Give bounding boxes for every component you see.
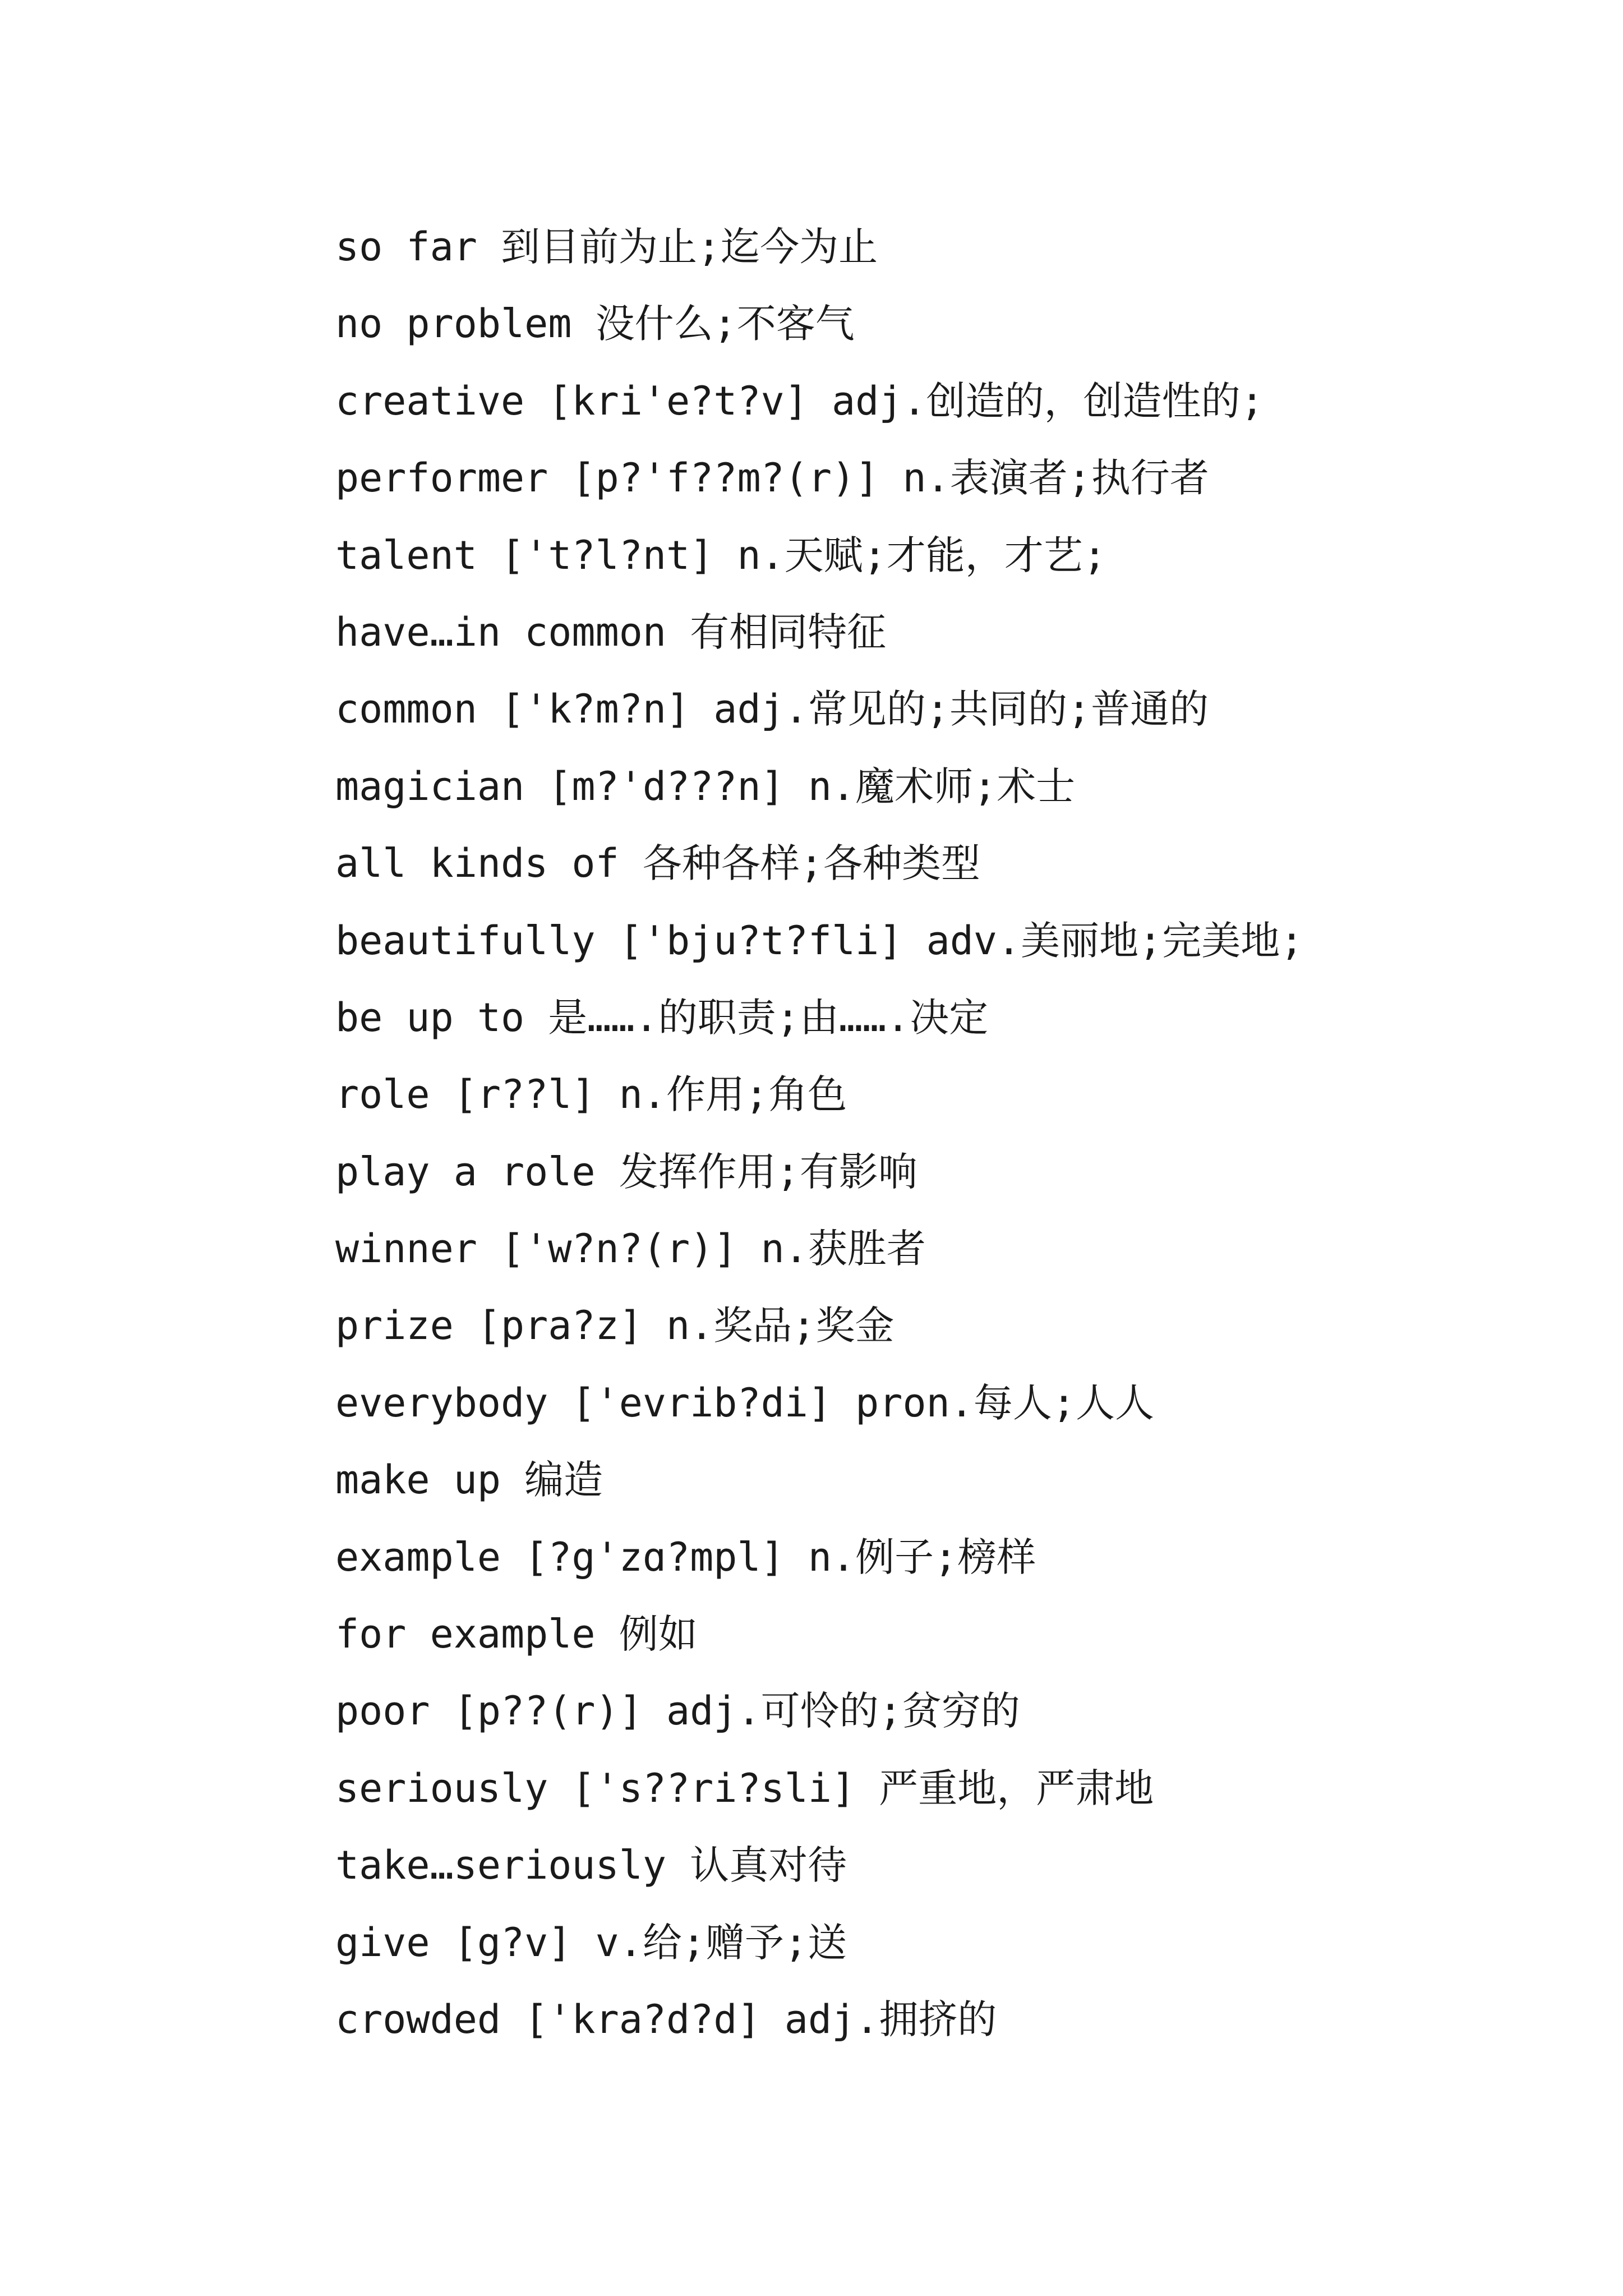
vocab-line-crowded: crowded ['kra?d?d] adj.拥挤的 [335, 1996, 997, 2042]
vocab-line-common: common ['k?m?n] adj.常见的;共同的;普通的 [335, 686, 1209, 733]
vocab-line-so-far: so far 到目前为止;迄今为止 [335, 224, 878, 270]
vocab-line-for-example: for example 例如 [335, 1611, 698, 1658]
vocab-line-all-kinds-of: all kinds of 各种各样;各种类型 [335, 840, 981, 887]
vocab-line-seriously: seriously ['s??ri?sli] 严重地，严肃地 [335, 1765, 1154, 1811]
vocab-line-performer: performer [p?'f??m?(r)] n.表演者;执行者 [335, 455, 1209, 501]
vocab-line-poor: poor [p??(r)] adj.可怜的;贫穷的 [335, 1688, 1020, 1734]
vocab-line-creative: creative [kri'e?t?v] adj.创造的，创造性的; [335, 378, 1264, 424]
vocab-line-talent: talent ['t?l?nt] n.天赋;才能，才艺; [335, 532, 1107, 578]
vocab-line-everybody: everybody ['evrib?di] pron.每人;人人 [335, 1379, 1155, 1426]
vocab-line-have-in-common: have…in common 有相同特征 [335, 609, 887, 655]
vocab-line-give: give [g?v] v.给;赠予;送 [335, 1919, 847, 1966]
vocabulary-list [335, 209, 1513, 2058]
vocab-line-beautifully: beautifully ['bju?t?fli] adv.美丽地;完美地; [335, 917, 1304, 964]
vocab-line-no-problem: no problem 没什么;不客气 [335, 301, 855, 347]
vocab-line-winner: winner ['w?n?(r)] n.获胜者 [335, 1226, 926, 1272]
vocab-line-be-up-to: be up to 是…….的职责;由…….决定 [335, 994, 989, 1041]
vocab-line-prize: prize [pra?z] n.奖品;奖金 [335, 1303, 895, 1349]
vocab-line-magician: magician [m?'d???n] n.魔术师;术士 [335, 763, 1076, 809]
vocab-line-role: role [r??l] n.作用;角色 [335, 1071, 847, 1118]
vocab-line-take-seriously: take…seriously 认真对待 [335, 1842, 847, 1889]
vocab-line-example: example [?g'zɑ?mpl] n.例子;榜样 [335, 1534, 1036, 1580]
vocab-line-make-up: make up 编造 [335, 1457, 603, 1503]
vocab-line-play-a-role: play a role 发挥作用;有影响 [335, 1148, 917, 1195]
